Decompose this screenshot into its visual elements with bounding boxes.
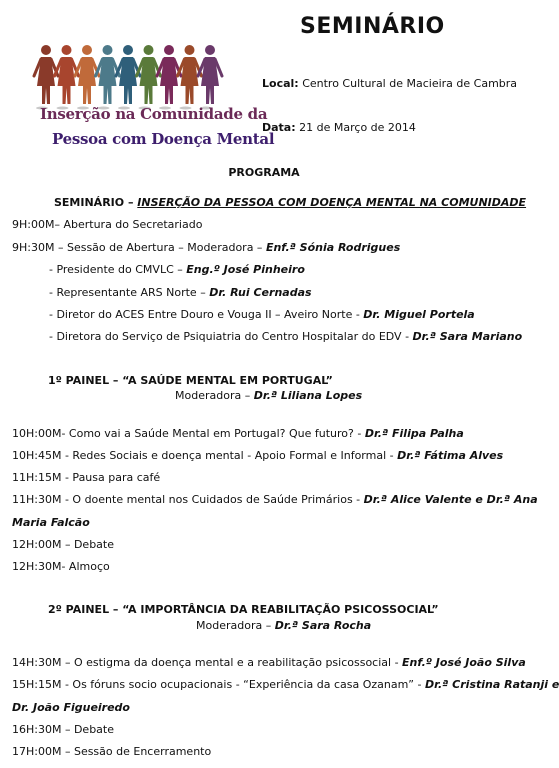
program-item — [12, 218, 202, 231]
panel2-title: 2º PAINEL – “A IMPORTÂNCIA DA REABILITAÇÃO PSICOSSOCIAL” — [48, 603, 439, 616]
program-item-speaker: Maria Falcão — [12, 516, 90, 529]
program-item-speaker: Dr.ª Fátima Alves — [397, 449, 504, 462]
seminar-title — [54, 196, 526, 209]
program-item-text: 10H:45M - Redes Sociais e doença mental - Apoio Formal e Informal - — [12, 449, 398, 462]
panel1-moderator-name: Dr.ª Liliana Lopes — [253, 389, 363, 402]
date-value: 21 de Março de 2014 — [299, 121, 416, 134]
page-title: SEMINÁRIO — [300, 14, 445, 39]
program-item-speaker: Enf.º José João Silva — [402, 656, 526, 669]
program-item-text: 9H:00M– Abertura do Secretariado — [12, 218, 203, 231]
program-item-text: - Presidente do CMVLC – — [49, 263, 187, 276]
program-item — [49, 330, 522, 343]
date-label: Data: — [262, 121, 296, 134]
program-item-speaker: Dr. João Figueiredo — [12, 701, 130, 714]
program-item — [12, 656, 526, 669]
program-item-text: 11H:15M - Pausa para café — [12, 471, 161, 484]
program-item — [12, 560, 110, 573]
program-item-text: 12H:30M- Almoço — [12, 560, 110, 573]
seminar-prefix: SEMINÁRIO – — [54, 196, 138, 209]
program-item — [12, 449, 503, 462]
program-item-speaker: Eng.º José Pinheiro — [186, 263, 305, 276]
panel2-moderator-prefix: Moderadora – — [196, 619, 275, 632]
program-item-speaker: Dr.ª Cristina Ratanji e — [424, 678, 559, 691]
panel2-moderator-name: Dr.ª Sara Rocha — [274, 619, 372, 632]
program-item-speaker: Dr.ª Filipa Palha — [364, 427, 464, 440]
program-item — [12, 471, 160, 484]
location-value: Centro Cultural de Macieira de Cambra — [302, 77, 518, 90]
program-item — [12, 745, 211, 758]
program-item-speaker: Dr.ª Alice Valente e Dr.ª Ana — [363, 493, 538, 506]
program-item — [12, 701, 130, 714]
program-item — [12, 427, 464, 440]
program-item — [12, 493, 538, 506]
program-item-text: 9H:30M – Sessão de Abertura – Moderadora – — [12, 241, 266, 254]
program-item-speaker: Dr. Miguel Portela — [363, 308, 475, 321]
program-item-text: 15H:15M - Os fóruns socio ocupacionais - “Experiência da casa Ozanam” - — [12, 678, 425, 691]
program-item-text: 14H:30M – O estigma da doença mental e a reabilitação psicossocial - — [12, 656, 403, 669]
program-item-text: 17H:00M – Sessão de Encerramento — [12, 745, 212, 758]
panel1-moderator — [175, 389, 362, 402]
program-item-speaker: Dr. Rui Cernadas — [209, 286, 312, 299]
program-item — [12, 723, 114, 736]
date-line — [262, 121, 416, 134]
program-item-text: 11H:30M - O doente mental nos Cuidados de Saúde Primários - — [12, 493, 364, 506]
program-item-text: - Diretora do Serviço de Psiquiatria do Centro Hospitalar do EDV - — [49, 330, 413, 343]
panel1-moderator-prefix: Moderadora – — [175, 389, 254, 402]
program-item — [12, 241, 400, 254]
program-item-text: - Representante ARS Norte – — [49, 286, 210, 299]
program-item-text: 10H:00M- Como vai a Saúde Mental em Portugal? Que futuro? - — [12, 427, 365, 440]
program-item — [49, 263, 305, 276]
logo-text-line2: Pessoa com Doença Mental — [52, 130, 275, 148]
program-item — [12, 538, 114, 551]
program-item-text: 12H:00M – Debate — [12, 538, 114, 551]
logo-text-line1: Inserção na Comunidade da — [40, 105, 268, 123]
program-item-text: 16H:30M – Debate — [12, 723, 114, 736]
seminar-title-text: INSERÇÃO DA PESSOA COM DOENÇA MENTAL NA COMUNIDADE — [137, 196, 527, 209]
panel2-moderator — [196, 619, 371, 632]
program-item — [49, 286, 312, 299]
program-item — [12, 516, 90, 529]
location-label: Local: — [262, 77, 299, 90]
program-item — [12, 678, 559, 691]
panel1-title: 1º PAINEL – “A SAÚDE MENTAL EM PORTUGAL” — [48, 374, 333, 387]
location-line — [262, 77, 517, 90]
program-heading: PROGRAMA — [228, 166, 300, 179]
program-item-speaker: Enf.ª Sónia Rodrigues — [265, 241, 401, 254]
program-item-text: - Diretor do ACES Entre Douro e Vouga II – Aveiro Norte - — [49, 308, 364, 321]
program-item-speaker: Dr.ª Sara Mariano — [412, 330, 523, 343]
program-item — [49, 308, 475, 321]
